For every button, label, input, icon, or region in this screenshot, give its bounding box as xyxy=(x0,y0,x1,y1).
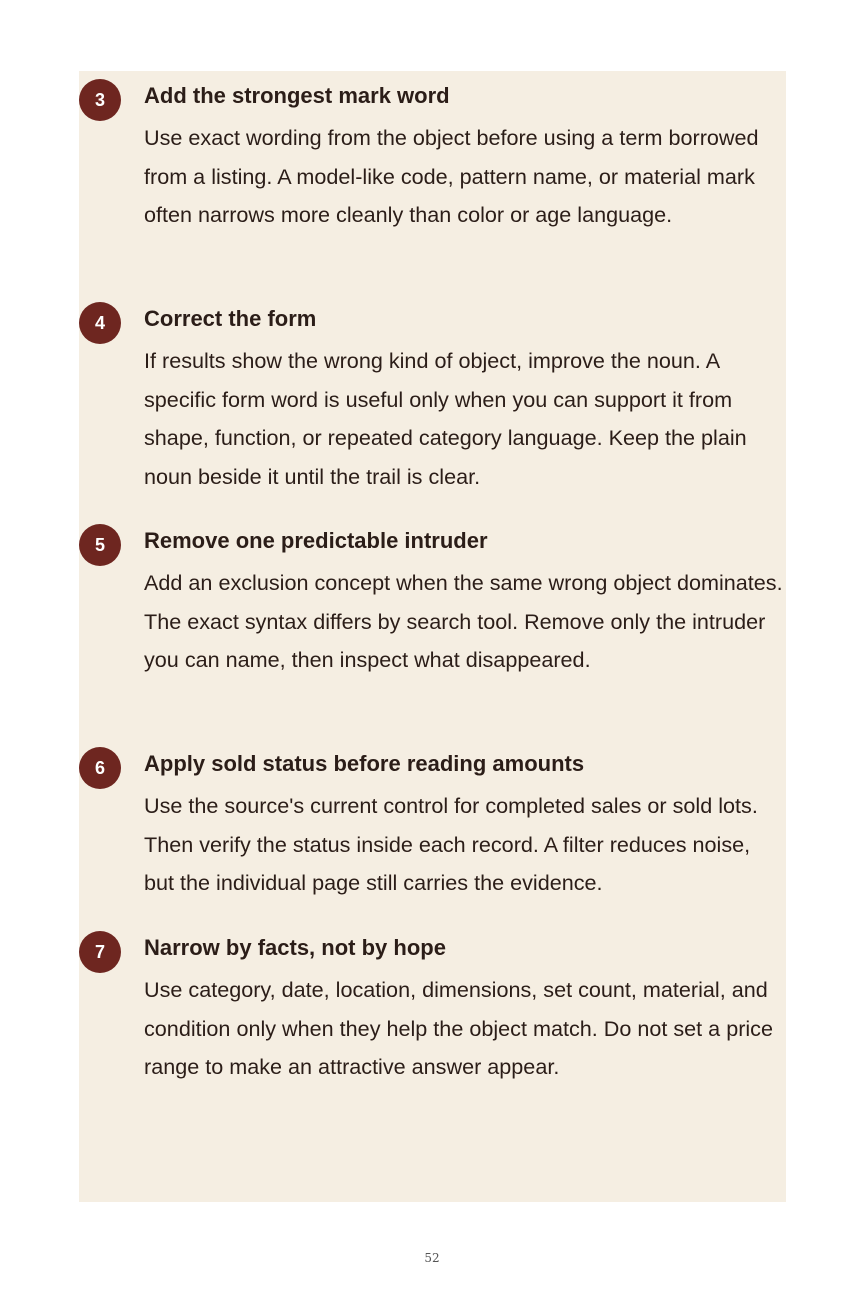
page-number: 52 xyxy=(424,1251,440,1265)
step-number-badge: 4 xyxy=(79,302,121,344)
step-body: Use the source's current control for completed sales or sold lots. Then verify the status inside each record. A filter reduces noise, but the individual page still carries the evidence. xyxy=(144,793,758,895)
steps-panel xyxy=(79,71,786,1202)
step-body: Use category, date, location, dimensions, set count, material, and condition only when they help the object match. Do not set a price range to make an attractive answer appear. xyxy=(144,977,773,1079)
step-title: Narrow by facts, not by hope xyxy=(144,935,446,960)
step-number-badge: 5 xyxy=(79,524,121,566)
step-number-badge: 3 xyxy=(79,79,121,121)
step-title: Remove one predictable intruder xyxy=(144,528,488,553)
step-number-badge: 7 xyxy=(79,931,121,973)
step-title: Add the strongest mark word xyxy=(144,83,450,108)
step-title: Apply sold status before reading amounts xyxy=(144,751,585,776)
step-title: Correct the form xyxy=(144,306,317,331)
step-body: Add an exclusion concept when the same wrong object dominates. The exact syntax differs by search tool. Remove only the intruder you can name, then inspect what disappeared. xyxy=(144,570,783,672)
step-body: If results show the wrong kind of object, improve the noun. A specific form word is useful only when you can support it from shape, function, or repeated category language. Keep the plain noun beside it until the trail is clear. xyxy=(144,348,747,489)
step-body: Use exact wording from the object before using a term borrowed from a listing. A model-like code, pattern name, or material mark often narrows more cleanly than color or age language. xyxy=(144,125,759,227)
step-number-badge: 6 xyxy=(79,747,121,789)
